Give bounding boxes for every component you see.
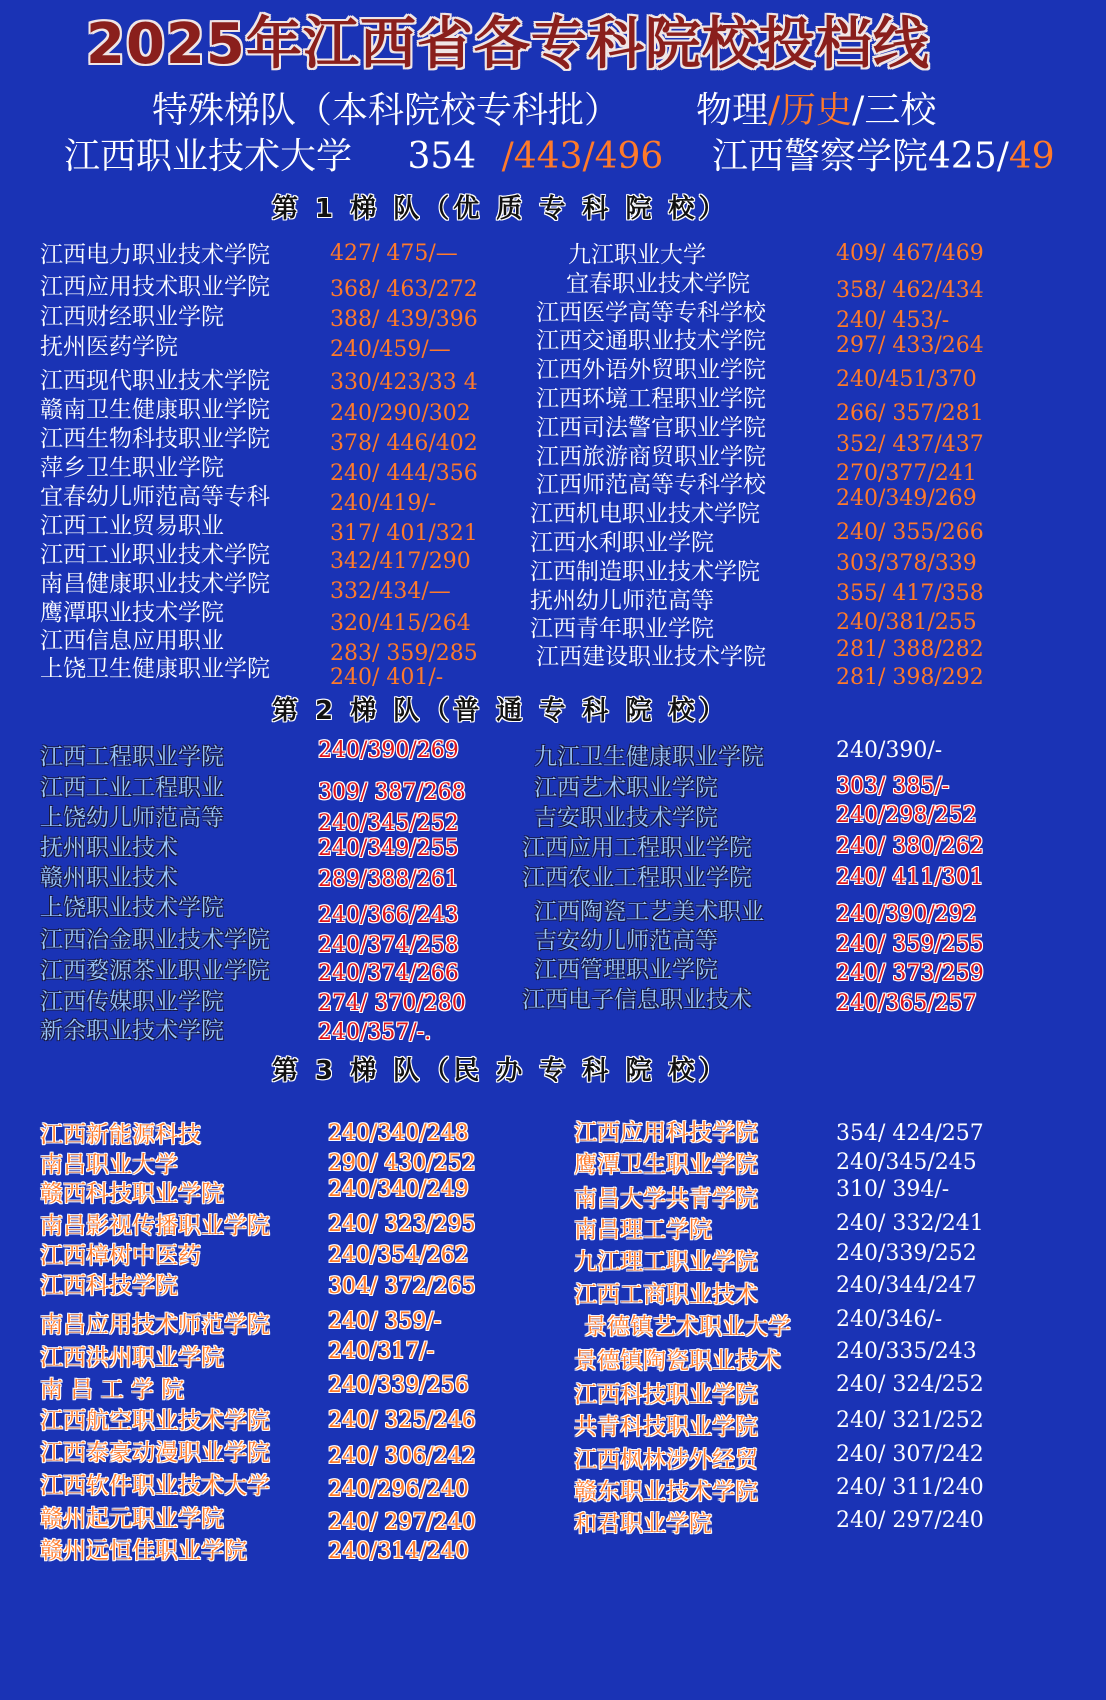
tier3-right-score: 240/345/245 <box>836 1150 977 1175</box>
tier3-right-school-name: 赣东职业技术学院 <box>574 1479 758 1505</box>
tier3-left-score: 240/ 297/240 <box>328 1510 476 1535</box>
tier3-right-score: 240/ 297/240 <box>836 1508 984 1533</box>
tier2-left-school-name: 抚州职业技术 <box>40 835 178 861</box>
tier3-left-score: 240/ 359/- <box>328 1309 442 1334</box>
tier3-right-school-name: 南昌大学共青学院 <box>574 1186 758 1212</box>
tier1-left-score: 427/ 475/— <box>330 241 458 266</box>
tier3-right-score: 240/ 311/240 <box>836 1475 984 1500</box>
tier3-left-school-name: 南昌应用技术师范学院 <box>40 1312 270 1338</box>
tier2-right-score: 240/ 373/259 <box>836 961 984 986</box>
tier1-right-score: 240/451/370 <box>836 367 977 392</box>
tier1-right-school-name: 江西旅游商贸职业学院 <box>536 444 766 470</box>
tier1-left-score: 240/ 401/- <box>330 665 444 690</box>
special-school-2 <box>712 128 1055 179</box>
tier1-left-school-name: 江西电力职业技术学院 <box>40 242 270 268</box>
special-school-1-v3: 496 <box>594 136 664 177</box>
tier3-right-school-name: 江西应用科技学院 <box>574 1120 758 1146</box>
tier1-right-score: 409/ 467/469 <box>836 241 984 266</box>
tier1-left-school-name: 江西信息应用职业 <box>40 628 224 654</box>
special-school-1-v2: /443/ <box>501 136 595 177</box>
tier2-right-score: 303/ 385/- <box>836 774 950 799</box>
tier3-left-school-name: 赣州远恒佳职业学院 <box>40 1538 247 1564</box>
tier3-right-school-name: 江西科技职业学院 <box>574 1382 758 1408</box>
tier3-right-school-name: 共青科技职业学院 <box>574 1414 758 1440</box>
tier3-left-school-name: 江西航空职业技术学院 <box>40 1408 270 1434</box>
subject-three-schools: 三校 <box>864 90 937 131</box>
tier3-left-score: 240/317/- <box>328 1339 435 1364</box>
tier1-left-school-name: 南昌健康职业技术学院 <box>40 571 270 597</box>
tier2-right-school-name: 江西应用工程职业学院 <box>522 835 752 861</box>
tier2-left-score: 240/366/243 <box>318 903 459 928</box>
tier2-left-score: 240/349/255 <box>318 836 459 861</box>
tier3-right-score: 240/ 324/252 <box>836 1372 984 1397</box>
tier3-left-school-name: 江西新能源科技 <box>40 1122 201 1148</box>
tier1-left-score: 317/ 401/321 <box>330 521 478 546</box>
tier1-right-school-name: 江西水利职业学院 <box>530 530 714 556</box>
tier1-left-score: 240/419/- <box>330 491 437 516</box>
tier3-left-score: 240/ 306/242 <box>328 1444 476 1469</box>
tier2-right-school-name: 江西农业工程职业学院 <box>522 865 752 891</box>
tier3-left-score: 240/ 323/295 <box>328 1212 476 1237</box>
tier2-left-school-name: 江西工业工程职业 <box>40 775 224 801</box>
tier1-left-school-name: 江西工业职业技术学院 <box>40 542 270 568</box>
special-tier-label: 特殊梯队（本科院校专科批） <box>152 90 621 131</box>
tier3-right-score: 240/339/252 <box>836 1241 977 1266</box>
tier1-right-school-name: 江西师范高等专科学校 <box>536 472 766 498</box>
tier1-right-score: 281/ 398/292 <box>836 665 984 690</box>
tier3-left-score: 240/340/249 <box>328 1177 469 1202</box>
tier2-right-school-name: 江西陶瓷工艺美术职业 <box>534 899 764 925</box>
tier3-left-score: 240/340/248 <box>328 1121 469 1146</box>
tier1-right-school-name: 江西机电职业技术学院 <box>530 501 760 527</box>
tier3-right-score: 240/344/247 <box>836 1273 977 1298</box>
tier2-header: 第 2 梯 队（普 通 专 科 院 校） <box>272 696 729 726</box>
tier1-right-score: 358/ 462/434 <box>836 278 984 303</box>
tier1-left-school-name: 江西工业贸易职业 <box>40 513 224 539</box>
tier3-right-score: 240/346/- <box>836 1307 943 1332</box>
tier1-left-school-name: 江西应用技术职业学院 <box>40 274 270 300</box>
tier2-left-school-name: 江西冶金职业技术学院 <box>40 927 270 953</box>
tier3-right-score: 240/ 321/252 <box>836 1408 984 1433</box>
tier3-left-score: 290/ 430/252 <box>328 1151 476 1176</box>
tier3-left-school-name: 赣西科技职业学院 <box>40 1181 224 1207</box>
tier3-left-score: 240/354/262 <box>328 1243 469 1268</box>
tier1-header: 第 1 梯 队（优 质 专 科 院 校） <box>272 194 729 224</box>
tier1-right-school-name: 江西制造职业技术学院 <box>530 559 760 585</box>
tier3-left-school-name: 赣州起元职业学院 <box>40 1506 224 1532</box>
page-title: 2025年江西省各专科院校投档线 <box>86 12 930 77</box>
tier3-right-school-name: 江西枫林涉外经贸 <box>574 1447 758 1473</box>
tier2-left-score: 240/390/269 <box>318 738 459 763</box>
tier1-left-score: 330/423/33 4 <box>330 370 478 395</box>
tier1-right-score: 266/ 357/281 <box>836 401 984 426</box>
tier3-left-school-name: 南 昌 工 学 院 <box>40 1377 185 1403</box>
special-school-2-name: 江西警察学院 <box>712 136 929 177</box>
tier1-right-school-name: 江西医学高等专科学校 <box>536 300 766 326</box>
tier3-right-school-name: 江西工商职业技术 <box>574 1282 758 1308</box>
tier1-left-score: 240/290/302 <box>330 401 471 426</box>
tier1-left-school-name: 鹰潭职业技术学院 <box>40 600 224 626</box>
special-school-1-name: 江西职业技术大学 <box>64 136 353 177</box>
subject-sep-1: / <box>768 90 781 131</box>
tier3-right-score: 354/ 424/257 <box>836 1121 984 1146</box>
tier1-right-school-name: 江西环境工程职业学院 <box>536 386 766 412</box>
tier1-left-school-name: 萍乡卫生职业学院 <box>40 455 224 481</box>
subject-legend <box>696 82 936 133</box>
tier2-left-score: 240/374/266 <box>318 961 459 986</box>
tier3-left-score: 240/ 325/246 <box>328 1408 476 1433</box>
tier1-left-score: 240/459/— <box>330 337 451 362</box>
tier1-left-score: 240/ 444/356 <box>330 461 478 486</box>
tier1-right-score: 352/ 437/437 <box>836 432 984 457</box>
tier3-left-score: 304/ 372/265 <box>328 1274 476 1299</box>
subject-sep-2: / <box>852 90 865 131</box>
tier1-left-school-name: 上饶卫生健康职业学院 <box>40 656 270 682</box>
tier1-left-school-name: 赣南卫生健康职业学院 <box>40 397 270 423</box>
tier2-left-school-name: 江西传媒职业学院 <box>40 989 224 1015</box>
tier3-left-score: 240/339/256 <box>328 1373 469 1398</box>
tier2-left-school-name: 上饶幼儿师范高等 <box>40 805 224 831</box>
tier3-right-score: 310/ 394/- <box>836 1177 950 1202</box>
tier3-right-school-name: 九江理工职业学院 <box>574 1249 758 1275</box>
tier1-right-score: 240/ 355/266 <box>836 520 984 545</box>
tier1-right-score: 355/ 417/358 <box>836 581 984 606</box>
tier2-right-score: 240/390/292 <box>836 902 977 927</box>
tier1-right-score: 240/349/269 <box>836 486 977 511</box>
tier1-right-school-name: 江西青年职业学院 <box>530 616 714 642</box>
tier1-left-score: 320/415/264 <box>330 611 471 636</box>
tier2-left-school-name: 赣州职业技术 <box>40 865 178 891</box>
tier1-right-school-name: 江西交通职业技术学院 <box>536 328 766 354</box>
tier1-left-school-name: 江西生物科技职业学院 <box>40 426 270 452</box>
tier2-right-score: 240/ 380/262 <box>836 834 984 859</box>
tier2-right-school-name: 九江卫生健康职业学院 <box>534 744 764 770</box>
subject-physics: 物理 <box>696 90 769 131</box>
tier2-right-score: 240/ 411/301 <box>836 865 984 890</box>
special-school-2-v2: 49 <box>1008 136 1055 177</box>
tier2-left-school-name: 上饶职业技术学院 <box>40 895 224 921</box>
subject-history: 历史 <box>780 90 853 131</box>
tier2-left-school-name: 江西工程职业学院 <box>40 744 224 770</box>
tier1-left-score: 332/434/— <box>330 579 451 604</box>
tier3-left-school-name: 江西科技学院 <box>40 1273 178 1299</box>
tier3-left-school-name: 江西泰豪动漫职业学院 <box>40 1440 270 1466</box>
tier1-left-school-name: 江西现代职业技术学院 <box>40 368 270 394</box>
tier1-left-score: 378/ 446/402 <box>330 431 478 456</box>
tier1-right-school-name: 江西外语外贸职业学院 <box>536 357 766 383</box>
tier3-left-score: 240/296/240 <box>328 1477 469 1502</box>
tier3-right-school-name: 鹰潭卫生职业学院 <box>574 1152 758 1178</box>
tier3-right-school-name: 南昌理工学院 <box>574 1217 712 1243</box>
tier1-right-score: 270/377/241 <box>836 461 977 486</box>
special-school-2-v1: 425/ <box>928 136 1009 177</box>
tier3-right-school-name: 景德镇陶瓷职业技术 <box>574 1348 781 1374</box>
tier3-left-score: 240/314/240 <box>328 1539 469 1564</box>
tier2-left-school-name: 江西婺源茶业职业学院 <box>40 958 270 984</box>
tier3-left-school-name: 江西软件职业技术大学 <box>40 1473 270 1499</box>
tier2-left-school-name: 新余职业技术学院 <box>40 1018 224 1044</box>
tier2-left-score: 309/ 387/268 <box>318 780 466 805</box>
tier1-left-school-name: 抚州医药学院 <box>40 334 178 360</box>
tier3-right-score: 240/ 307/242 <box>836 1442 984 1467</box>
tier2-left-score: 240/345/252 <box>318 811 459 836</box>
tier3-left-school-name: 南昌影视传播职业学院 <box>40 1213 270 1239</box>
tier2-right-school-name: 吉安职业技术学院 <box>534 805 718 831</box>
tier1-right-score: 240/381/255 <box>836 610 977 635</box>
tier3-right-school-name: 景德镇艺术职业大学 <box>584 1314 791 1340</box>
tier3-left-school-name: 南昌职业大学 <box>40 1152 178 1178</box>
special-school-1 <box>64 128 663 179</box>
tier2-right-school-name: 江西艺术职业学院 <box>534 775 718 801</box>
tier2-right-score: 240/298/252 <box>836 803 977 828</box>
special-school-1-v1: 354 <box>407 136 477 177</box>
tier2-right-score: 240/365/257 <box>836 991 977 1016</box>
tier1-left-school-name: 宜春幼儿师范高等专科 <box>40 484 270 510</box>
tier1-left-score: 342/417/290 <box>330 549 471 574</box>
tier2-left-score: 240/374/258 <box>318 933 459 958</box>
tier1-right-score: 240/ 453/- <box>836 308 950 333</box>
tier1-right-score: 281/ 388/282 <box>836 637 984 662</box>
tier1-right-school-name: 九江职业大学 <box>568 242 706 268</box>
tier1-left-score: 388/ 439/396 <box>330 307 478 332</box>
tier1-left-score: 368/ 463/272 <box>330 277 478 302</box>
tier1-right-school-name: 江西司法警官职业学院 <box>536 415 766 441</box>
tier2-right-school-name: 吉安幼儿师范高等 <box>534 928 718 954</box>
tier3-right-score: 240/ 332/241 <box>836 1211 984 1236</box>
tier2-left-score: 240/357/-. <box>318 1020 432 1045</box>
tier2-right-score: 240/390/- <box>836 738 943 763</box>
tier1-right-school-name: 宜春职业技术学院 <box>566 271 750 297</box>
tier2-left-score: 289/388/261 <box>318 867 459 892</box>
tier2-right-score: 240/ 359/255 <box>836 932 984 957</box>
tier1-left-score: 283/ 359/285 <box>330 641 478 666</box>
tier3-right-score: 240/335/243 <box>836 1339 977 1364</box>
tier3-left-school-name: 江西樟树中医药 <box>40 1243 201 1269</box>
tier2-left-score: 274/ 370/280 <box>318 991 466 1016</box>
tier2-right-school-name: 江西电子信息职业技术 <box>522 987 752 1013</box>
tier3-right-school-name: 和君职业学院 <box>574 1511 712 1537</box>
tier1-right-school-name: 江西建设职业技术学院 <box>536 644 766 670</box>
tier1-right-score: 303/378/339 <box>836 551 977 576</box>
tier3-left-school-name: 江西洪州职业学院 <box>40 1345 224 1371</box>
tier1-right-school-name: 抚州幼儿师范高等 <box>530 588 714 614</box>
tier1-right-score: 297/ 433/264 <box>836 333 984 358</box>
tier3-header: 第 3 梯 队（民 办 专 科 院 校） <box>272 1056 729 1086</box>
tier2-right-school-name: 江西管理职业学院 <box>534 957 718 983</box>
tier1-left-school-name: 江西财经职业学院 <box>40 304 224 330</box>
